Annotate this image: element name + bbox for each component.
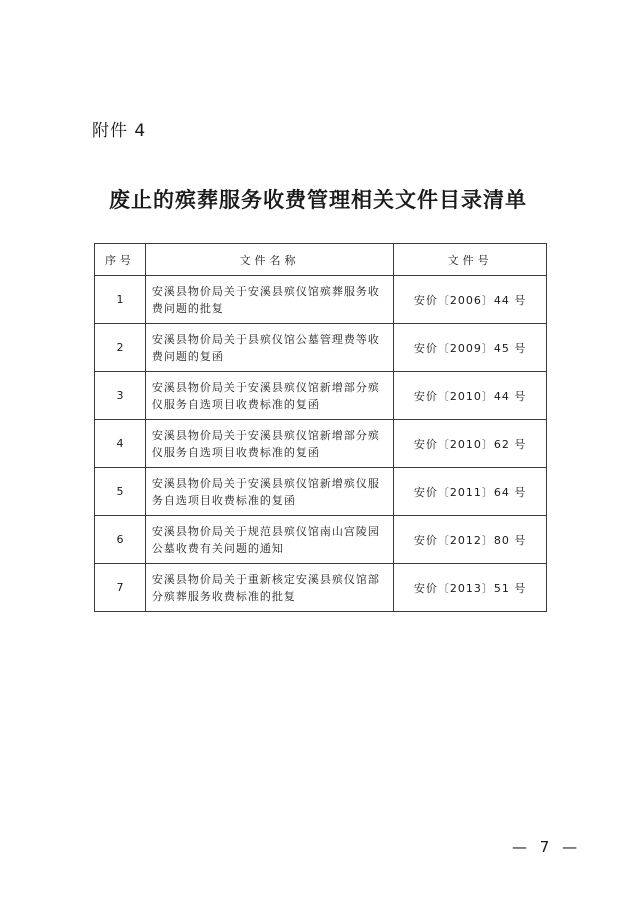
file-name: 安溪县物价局关于安溪县殡仪馆新增部分殡仪服务自选项目收费标准的复函: [145, 372, 393, 420]
table-row: [95, 372, 547, 420]
table-row: [95, 420, 547, 468]
table-row: [95, 516, 547, 564]
document-title: 废止的殡葬服务收费管理相关文件目录清单: [109, 188, 527, 212]
file-name: 安溪县物价局关于安溪县殡仪馆殡葬服务收费问题的批复: [145, 276, 393, 324]
file-name: 安溪县物价局关于县殡仪馆公墓管理费等收费问题的复函: [145, 324, 393, 372]
row-number: 1: [95, 276, 146, 324]
file-name: 安溪县物价局关于安溪县殡仪馆新增部分殡仪服务自选项目收费标准的复函: [145, 420, 393, 468]
file-number: 安价〔2010〕62 号: [394, 420, 547, 468]
table-row: [95, 468, 547, 516]
row-number: 7: [95, 564, 146, 612]
table-row: [95, 324, 547, 372]
file-number: 安价〔2012〕80 号: [394, 516, 547, 564]
table-row: [95, 276, 547, 324]
file-number: 安价〔2009〕45 号: [394, 324, 547, 372]
file-number: 安价〔2011〕64 号: [394, 468, 547, 516]
row-number: 6: [95, 516, 146, 564]
row-number: 4: [95, 420, 146, 468]
header-doc: 文件号: [394, 244, 547, 276]
row-number: 3: [95, 372, 146, 420]
header-name: 文件名称: [145, 244, 393, 276]
page-number: — 7 —: [512, 838, 582, 856]
table-header-row: [95, 244, 547, 276]
row-number: 5: [95, 468, 146, 516]
table-row: [95, 564, 547, 612]
file-number: 安价〔2010〕44 号: [394, 372, 547, 420]
file-name: 安溪县物价局关于规范县殡仪馆南山宫陵园公墓收费有关问题的通知: [145, 516, 393, 564]
file-number: 安价〔2006〕44 号: [394, 276, 547, 324]
file-number: 安价〔2013〕51 号: [394, 564, 547, 612]
file-name: 安溪县物价局关于重新核定安溪县殡仪馆部分殡葬服务收费标准的批复: [145, 564, 393, 612]
attachment-label: 附件 4: [92, 121, 147, 141]
file-list-table: [94, 243, 547, 612]
file-name: 安溪县物价局关于安溪县殡仪馆新增殡仪服务自选项目收费标准的复函: [145, 468, 393, 516]
row-number: 2: [95, 324, 146, 372]
header-no: 序号: [95, 244, 146, 276]
